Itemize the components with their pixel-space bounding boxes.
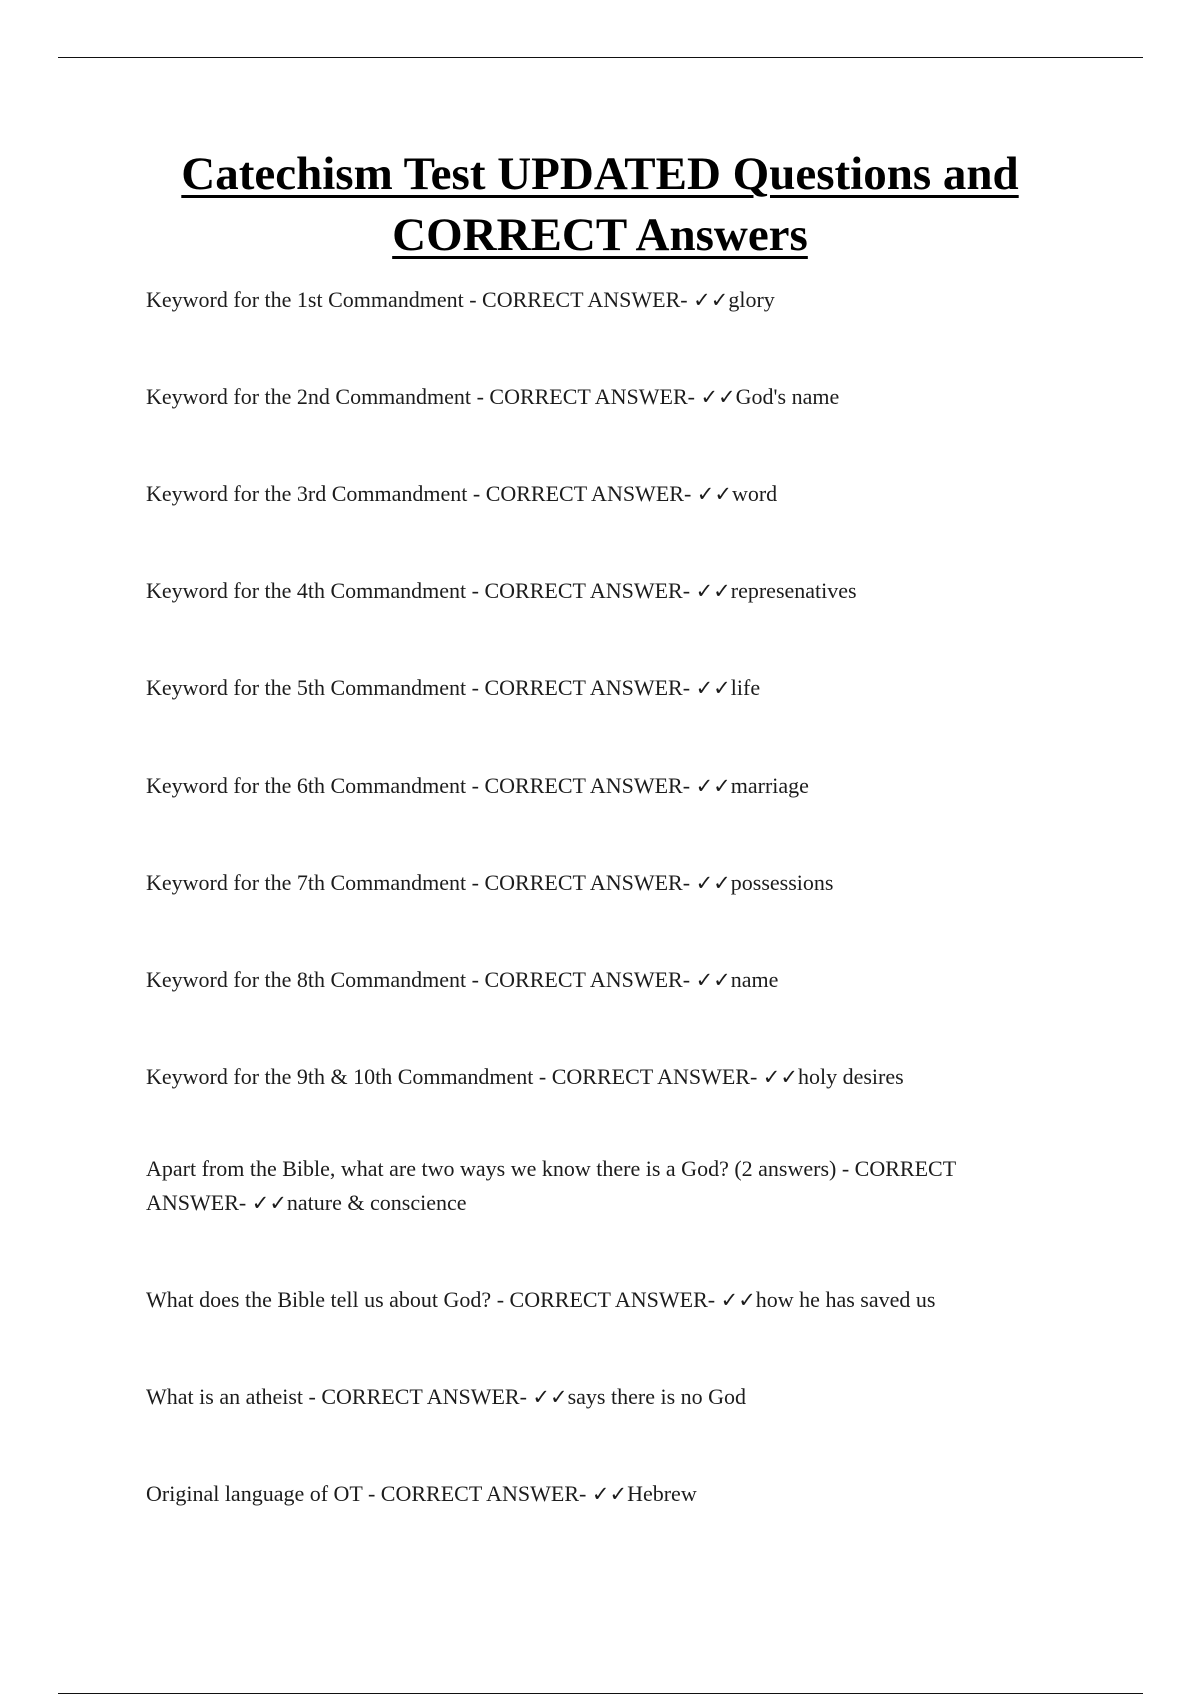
answer-text: glory [728, 287, 775, 312]
check-icon: ✓✓ [695, 968, 731, 992]
question-text: Keyword for the 5th Commandment [146, 675, 467, 700]
answer-text: name [730, 967, 779, 992]
answer-text: how he has saved us [755, 1287, 936, 1312]
answer-text: holy desires [797, 1064, 904, 1089]
qa-entry [146, 1477, 1046, 1511]
answer-separator: - CORRECT ANSWER- [303, 1384, 533, 1409]
question-text: Keyword for the 8th Commandment [146, 967, 467, 992]
answer-text: marriage [730, 773, 809, 798]
answer-separator: - CORRECT ANSWER- [362, 1481, 592, 1506]
bottom-rule [58, 1693, 1143, 1694]
check-icon: ✓✓ [695, 774, 731, 798]
qa-entry [146, 769, 1046, 803]
check-icon: ✓✓ [695, 579, 731, 603]
question-text: Original language of OT [146, 1481, 363, 1506]
top-rule [58, 57, 1143, 58]
answer-separator: - CORRECT ANSWER- [146, 1156, 956, 1215]
question-text: Keyword for the 2nd Commandment [146, 384, 472, 409]
question-text: Keyword for the 7th Commandment [146, 870, 467, 895]
qa-entry [146, 1283, 1046, 1317]
answer-separator: - CORRECT ANSWER- [471, 384, 701, 409]
answer-separator: - CORRECT ANSWER- [466, 675, 696, 700]
check-icon: ✓✓ [762, 1065, 798, 1089]
answer-separator: - CORRECT ANSWER- [533, 1064, 763, 1089]
answer-text: Hebrew [627, 1481, 697, 1506]
check-icon: ✓✓ [695, 676, 731, 700]
question-text: Apart from the Bible, what are two ways we know there is a God? (2 answers) [146, 1156, 837, 1181]
qa-entry [146, 1060, 1046, 1094]
check-icon: ✓✓ [720, 1288, 756, 1312]
check-icon: ✓✓ [695, 871, 731, 895]
question-text: What is an atheist [146, 1384, 304, 1409]
answer-text: life [730, 675, 761, 700]
answer-separator: - CORRECT ANSWER- [463, 287, 694, 312]
qa-entry [146, 477, 1046, 511]
answer-separator: - CORRECT ANSWER- [466, 773, 696, 798]
question-text: What does the Bible tell us about God? [146, 1287, 492, 1312]
check-icon: ✓✓ [700, 385, 736, 409]
check-icon: ✓✓ [696, 482, 732, 506]
answer-text: word [731, 481, 778, 506]
answer-text: God's name [735, 384, 840, 409]
answer-text: represenatives [730, 578, 857, 603]
qa-entry [146, 963, 1046, 997]
qa-entry [146, 380, 1046, 414]
question-text: Keyword for the 3rd Commandment [146, 481, 468, 506]
qa-entry [146, 283, 1046, 317]
answer-separator: - CORRECT ANSWER- [491, 1287, 721, 1312]
check-icon: ✓✓ [251, 1191, 287, 1215]
qa-entry [146, 1380, 1046, 1414]
check-icon: ✓✓ [693, 288, 729, 312]
question-text: Keyword for the 4th Commandment [146, 578, 467, 603]
question-text: Keyword for the 1st Commandment [146, 287, 464, 312]
qa-entry [146, 866, 1046, 900]
answer-text: says there is no God [567, 1384, 747, 1409]
answer-separator: - CORRECT ANSWER- [467, 481, 697, 506]
check-icon: ✓✓ [532, 1385, 568, 1409]
answer-text: nature & conscience [286, 1190, 467, 1215]
qa-entry [146, 671, 1046, 705]
qa-entry [146, 574, 1046, 608]
answer-separator: - CORRECT ANSWER- [466, 870, 696, 895]
answer-separator: - CORRECT ANSWER- [466, 967, 696, 992]
answer-text: possessions [730, 870, 834, 895]
page-title: Catechism Test UPDATED Questions and CORRECT Answers [181, 148, 1019, 261]
qa-entry [146, 1152, 1046, 1220]
question-text: Keyword for the 9th & 10th Commandment [146, 1064, 534, 1089]
check-icon: ✓✓ [591, 1482, 628, 1506]
question-text: Keyword for the 6th Commandment [146, 773, 467, 798]
answer-separator: - CORRECT ANSWER- [466, 578, 696, 603]
